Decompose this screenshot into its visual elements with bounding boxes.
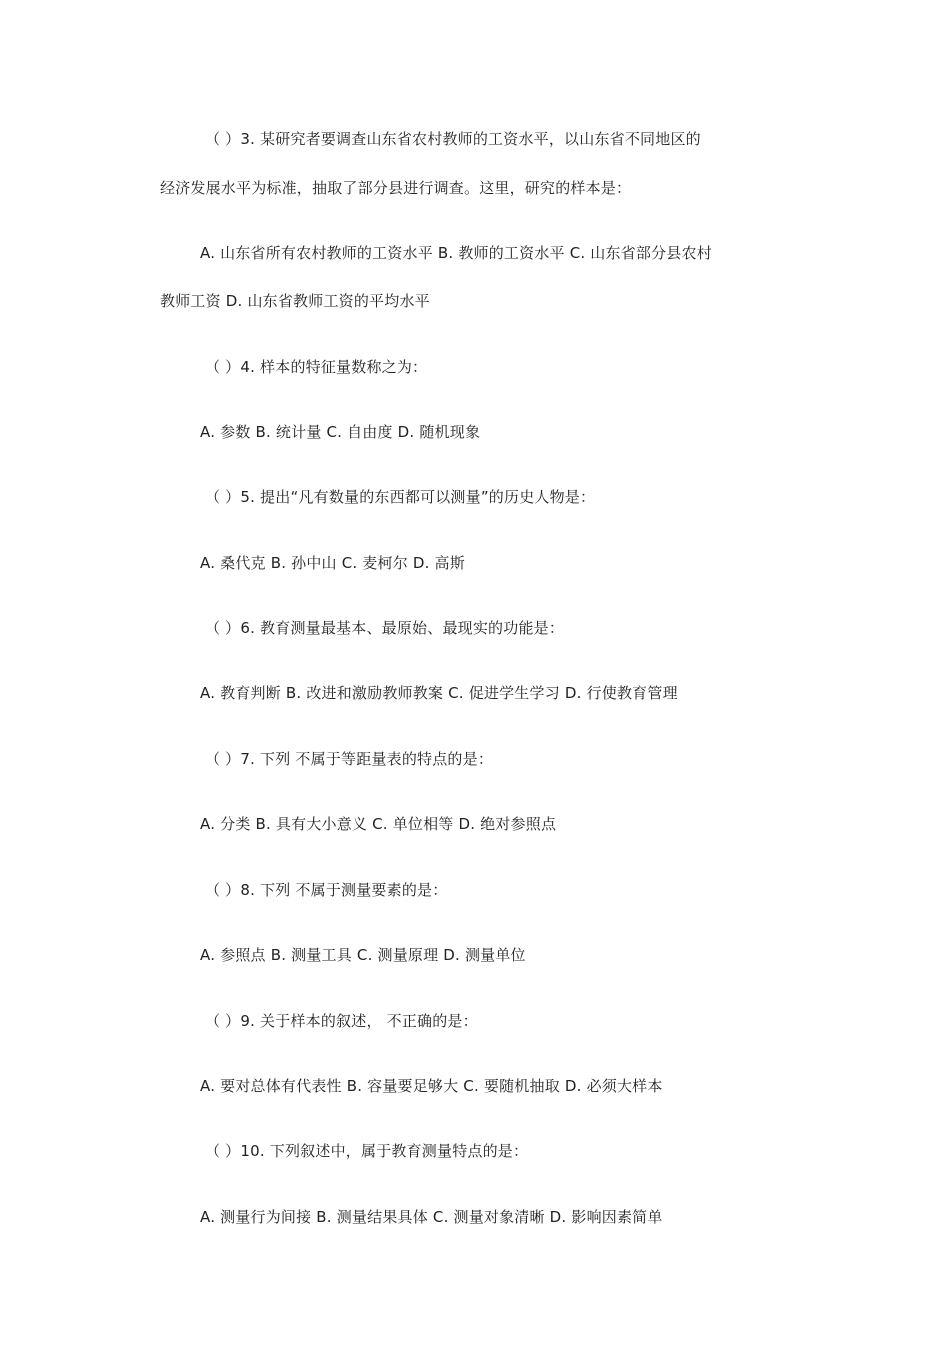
question-5-options: A. 桑代克 B. 孙中山 C. 麦柯尔 D. 高斯 bbox=[200, 554, 465, 572]
question-3-stem-line-2: 经济发展水平为标准，抽取了部分县进行调查。这里，研究的样本是： bbox=[160, 179, 632, 197]
question-3-options-line-1: A. 山东省所有农村教师的工资水平 B. 教师的工资水平 C. 山东省部分县农村 bbox=[200, 244, 712, 262]
question-3-stem-line-1: （ ）3. 某研究者要调查山东省农村教师的工资水平，以山东省不同地区的 bbox=[205, 130, 701, 148]
question-4-stem: （ ）4. 样本的特征量数称之为： bbox=[205, 358, 428, 376]
question-9-stem: （ ）9. 关于样本的叙述， 不正确的是： bbox=[205, 1012, 478, 1030]
question-7-stem: （ ）7. 下列 不属于等距量表的特点的是： bbox=[205, 750, 494, 768]
question-7-options: A. 分类 B. 具有大小意义 C. 单位相等 D. 绝对参照点 bbox=[200, 815, 557, 833]
question-3-options-line-2: 教师工资 D. 山东省教师工资的平均水平 bbox=[160, 292, 430, 310]
question-6-stem: （ ）6. 教育测量最基本、最原始、最现实的功能是： bbox=[205, 619, 565, 637]
question-10-stem: （ ）10. 下列叙述中，属于教育测量特点的是： bbox=[205, 1142, 529, 1160]
question-8-stem: （ ）8. 下列 不属于测量要素的是： bbox=[205, 881, 448, 899]
question-5-stem: （ ）5. 提出“凡有数量的东西都可以测量”的历史人物是： bbox=[205, 488, 596, 506]
question-8-options: A. 参照点 B. 测量工具 C. 测量原理 D. 测量单位 bbox=[200, 946, 526, 964]
question-4-options: A. 参数 B. 统计量 C. 自由度 D. 随机现象 bbox=[200, 423, 481, 441]
question-9-options: A. 要对总体有代表性 B. 容量要足够大 C. 要随机抽取 D. 必须大样本 bbox=[200, 1077, 663, 1095]
question-6-options: A. 教育判断 B. 改进和激励教师教案 C. 促进学生学习 D. 行使教育管理 bbox=[200, 684, 678, 702]
question-10-options: A. 测量行为间接 B. 测量结果具体 C. 测量对象清晰 D. 影响因素简单 bbox=[200, 1208, 663, 1226]
